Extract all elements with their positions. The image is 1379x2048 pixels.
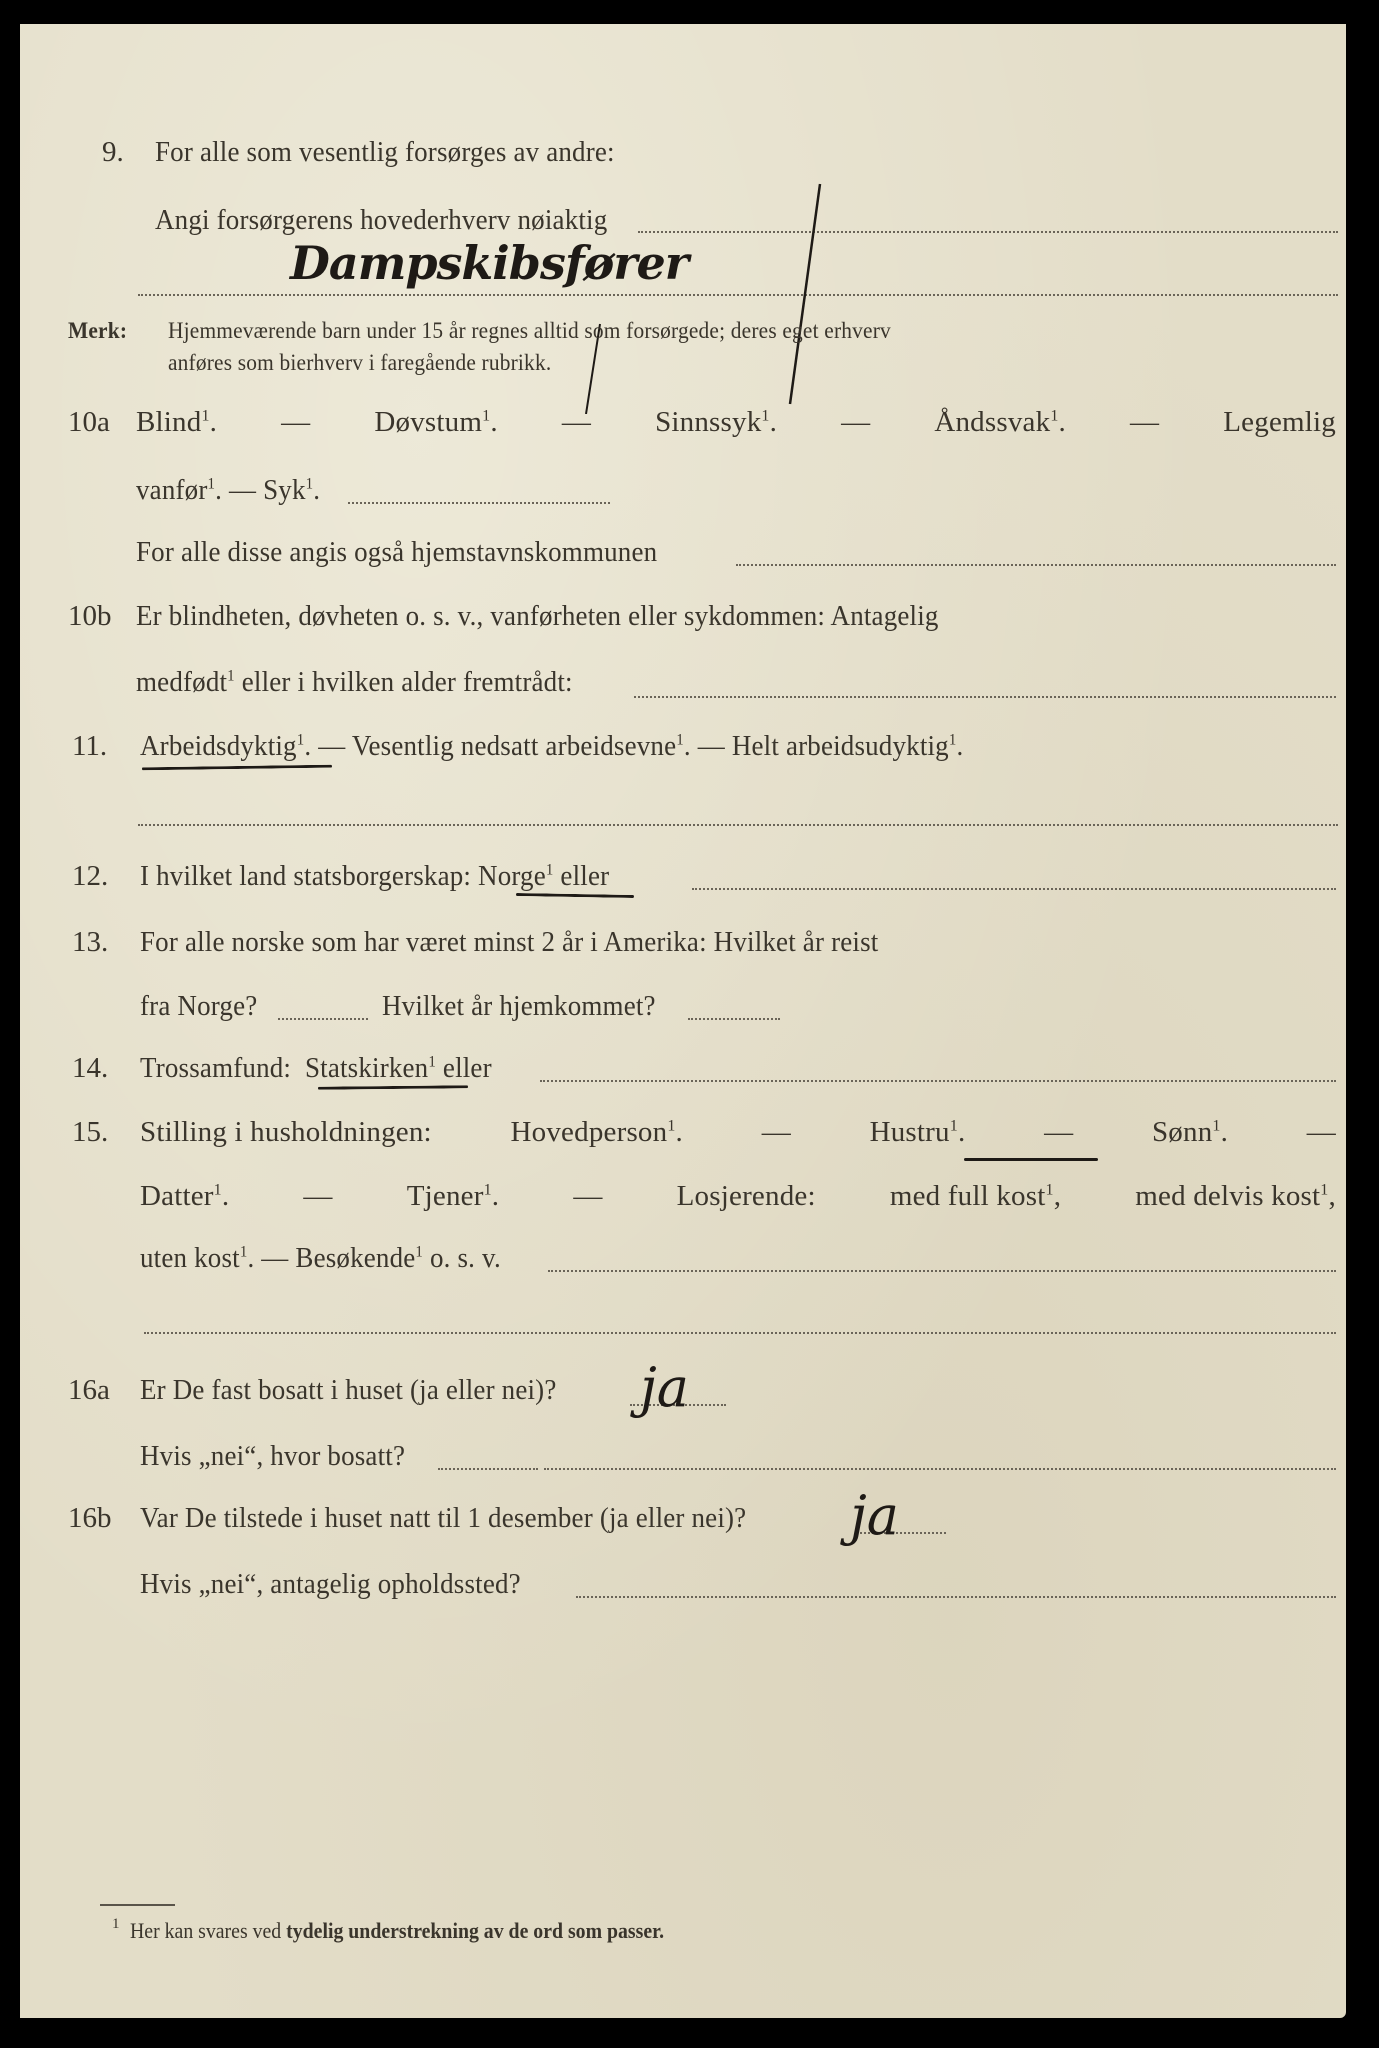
q10b-line1: Er blindheten, døvheten o. s. v., vanførheten eller sykdommen: Antagelig (136, 600, 939, 632)
q9-handwritten-answer: Dampskibsfører (290, 236, 689, 290)
selection-underline-statskirken (318, 1085, 468, 1090)
q15-line3: uten kost$^1$. — Besøkende$^1$ o. s. v. (140, 1242, 501, 1274)
option-tjener[interactable]: Tjener$^1$. (406, 1180, 500, 1212)
q15-line2: Datter$^1$. — Tjener$^1$. — Losjerende: med full kost$^1$, med delvis kost$^1$, (140, 1180, 1336, 1212)
option-hustru[interactable]: Hustru$^1$. (869, 1116, 966, 1148)
q16b-number: 16b (68, 1502, 112, 1534)
q13-reist-answer-line[interactable] (278, 1018, 368, 1020)
option-besokende[interactable]: Besøkende$^1$ (295, 1242, 424, 1274)
q13-hjemkommet-answer-line[interactable] (688, 1018, 780, 1020)
q13-line2-a: fra Norge? (140, 990, 258, 1022)
selection-underline-arbeidsdyktig (142, 765, 332, 771)
q16a-bosatt-answer-line-2[interactable] (544, 1468, 1336, 1470)
q10b-number: 10b (68, 600, 112, 632)
footnote-text: Her kan svares ved tydelig understrekning av de ord som passer. (130, 1918, 665, 1943)
q13-number: 13. (72, 926, 109, 958)
q12-text: I hvilket land statsborgerskap: Norge$^1$ eller (140, 860, 610, 892)
q11-options: Arbeidsdyktig$^1$. — Vesentlig nedsatt arbeidsevne$^1$. — Helt arbeidsudyktig$^1$. (140, 730, 964, 762)
q12-number: 12. (72, 860, 109, 892)
q16b-opholdssted-answer-line[interactable] (576, 1596, 1336, 1598)
q12-answer-line[interactable] (692, 888, 1336, 890)
merk-label: Merk: (68, 318, 128, 343)
option-med-full-kost[interactable]: med full kost$^1$, (889, 1180, 1062, 1212)
q16a-bosatt-answer-line-1[interactable] (438, 1468, 538, 1470)
option-andssvak[interactable]: Åndssvak$^1$. (934, 406, 1066, 438)
q10b-line2: medfødt$^1$ eller i hvilken alder fremtrådt: (136, 666, 573, 698)
option-med-delvis-kost[interactable]: med delvis kost$^1$, (1135, 1180, 1336, 1212)
option-statskirken[interactable]: Statskirken$^1$ (304, 1052, 436, 1084)
q14-text: Trossamfund: Statskirken$^1$ eller (140, 1052, 492, 1084)
q16a-line2: Hvis „nei“, hvor bosatt? (140, 1440, 406, 1472)
option-dovstum[interactable]: Døvstum$^1$. (374, 406, 498, 438)
footnote-marker: 1 (112, 1916, 120, 1932)
option-blind[interactable]: Blind$^1$. (136, 406, 218, 438)
q10a-hjemstavn-answer-line[interactable] (736, 564, 1336, 566)
q10b-answer-line[interactable] (634, 696, 1336, 698)
option-sinnssyk[interactable]: Sinnssyk$^1$. (655, 406, 778, 438)
q11-number: 11. (72, 730, 108, 762)
option-helt-arbeidsudyktig[interactable]: Helt arbeidsudyktig$^1$. (731, 730, 964, 762)
q16b-handwritten-answer: ja (850, 1484, 899, 1547)
q9-line1: For alle som vesentlig forsørges av andre: (155, 136, 615, 168)
q14-number: 14. (72, 1052, 109, 1084)
q10a-syk-answer-line[interactable] (348, 502, 610, 504)
q15-answer-line-1[interactable] (548, 1270, 1336, 1272)
q13-line1: For alle norske som har været minst 2 år i Amerika: Hvilket år reist (140, 926, 879, 958)
q9-line2: Angi forsørgerens hovederhverv nøiaktig (155, 204, 608, 236)
option-sonn[interactable]: Sønn$^1$. (1151, 1116, 1229, 1148)
option-hovedperson[interactable]: Hovedperson$^1$. (510, 1116, 683, 1148)
q16a-number: 16a (68, 1374, 110, 1406)
merk-line2: anføres som bierhverv i faregående rubrikk. (168, 350, 552, 375)
q10a-options-line1: Blind$^1$. — Døvstum$^1$. — Sinnssyk$^1$. — Åndssvak$^1$. — Legemlig (136, 406, 1336, 438)
q14-answer-line[interactable] (540, 1080, 1336, 1082)
q15-line1: Stilling i husholdningen: Hovedperson$^1$. — Hustru$^1$. — Sønn$^1$. — (140, 1116, 1336, 1148)
q10a-number: 10a (68, 406, 110, 438)
option-uten-kost[interactable]: uten kost$^1$. (140, 1242, 255, 1274)
selection-underline-norge (516, 893, 634, 898)
q16b-line2: Hvis „nei“, antagelig opholdssted? (140, 1568, 521, 1600)
q9-number: 9. (102, 136, 124, 168)
q15-number: 15. (72, 1116, 109, 1148)
q16a-line1: Er De fast bosatt i huset (ja eller nei)? (140, 1374, 557, 1406)
option-norge[interactable]: Norge$^1$ (478, 860, 554, 892)
q13-line2-b: Hvilket år hjemkommet? (382, 990, 656, 1022)
q16a-handwritten-answer: ja (640, 1356, 689, 1419)
selection-underline-hustru (964, 1158, 1098, 1161)
option-medfodt[interactable]: medfødt$^1$ (136, 666, 235, 698)
footnote-rule (100, 1904, 175, 1906)
option-syk[interactable]: Syk$^1$. (263, 474, 321, 506)
q10a-line3: For alle disse angis også hjemstavnskommunen (136, 536, 658, 568)
option-legemlig[interactable]: Legemlig (1223, 406, 1336, 438)
option-datter[interactable]: Datter$^1$. (140, 1180, 230, 1212)
q15-answer-line-2[interactable] (144, 1332, 1336, 1334)
census-form-page (20, 24, 1346, 2018)
q11-answer-line[interactable] (138, 824, 1338, 826)
merk-line1: Hjemmeværende barn under 15 år regnes alltid som forsørgede; deres eget erhverv (168, 318, 891, 343)
q10a-options-line2: vanfør$^1$. — Syk$^1$. (136, 474, 321, 506)
option-arbeidsdyktig[interactable]: Arbeidsdyktig$^1$. (140, 730, 312, 762)
pen-stroke-marks (520, 174, 900, 414)
option-vesentlig-nedsatt[interactable]: Vesentlig nedsatt arbeidsevne$^1$. (351, 730, 691, 762)
option-vanfor[interactable]: vanfør$^1$. (136, 474, 223, 506)
q16b-line1: Var De tilstede i huset natt til 1 desember (ja eller nei)? (140, 1502, 747, 1534)
